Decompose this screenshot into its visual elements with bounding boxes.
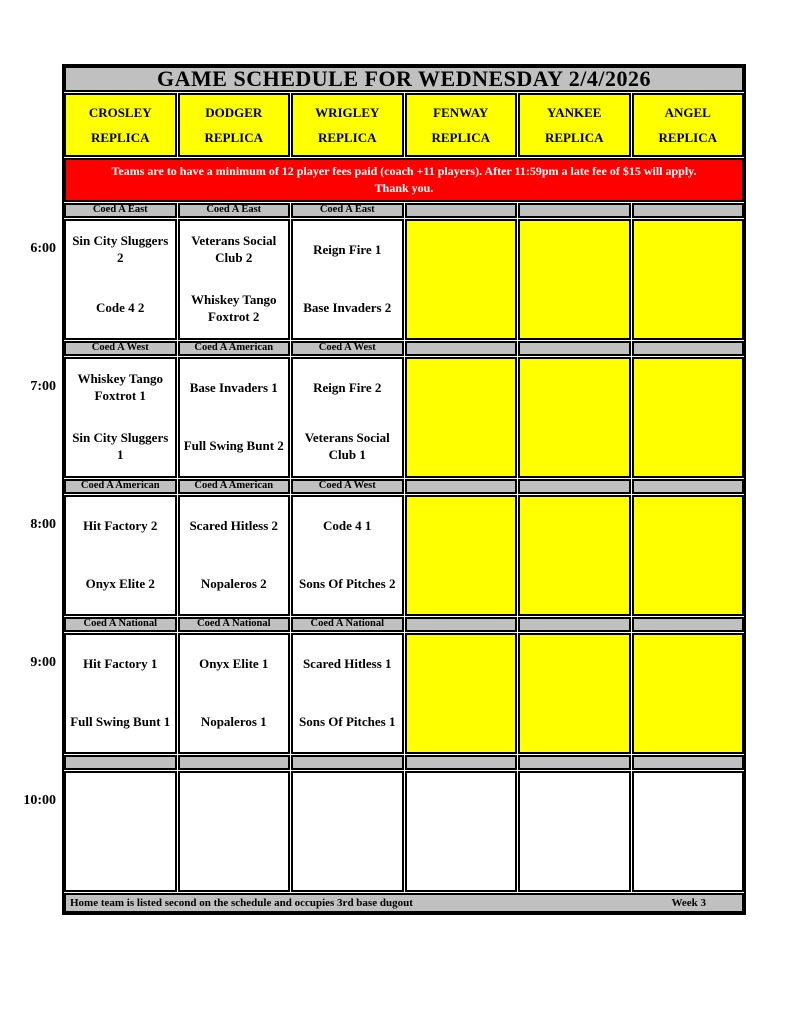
division-label: Coed A National <box>310 618 384 630</box>
game-cell <box>632 633 745 754</box>
game-cell <box>178 357 291 478</box>
division-cell <box>178 341 291 356</box>
division-cell <box>291 755 404 770</box>
notice-line1: Teams are to have a minimum of 12 player fees paid (coach +11 players). After 11:59pm a late fee of $15 will apply. <box>111 164 697 179</box>
games-row <box>64 495 744 616</box>
home-team <box>407 418 516 477</box>
home-team: Code 4 2 <box>96 300 145 316</box>
game-cell <box>518 357 631 478</box>
division-cell <box>405 479 518 494</box>
away-team <box>407 497 516 556</box>
division-cell <box>291 617 404 632</box>
division-cell <box>405 341 518 356</box>
game-cell <box>178 219 291 340</box>
away-team: Reign Fire 2 <box>313 379 382 395</box>
home-team: Sons Of Pitches 1 <box>299 714 396 730</box>
away-team <box>407 635 516 694</box>
game-cell <box>632 771 745 892</box>
away-team: Hit Factory 2 <box>83 517 158 533</box>
away-team: Onyx Elite 1 <box>199 655 269 671</box>
game-cell <box>64 495 177 616</box>
field-type: REPLICA <box>544 129 604 145</box>
notice-bar <box>64 158 744 202</box>
away-team <box>407 359 516 418</box>
field-name: YANKEE <box>547 105 602 121</box>
away-team: Code 4 1 <box>323 517 372 533</box>
division-cell <box>632 203 745 218</box>
game-cell <box>518 771 631 892</box>
division-label: Coed A American <box>194 480 274 492</box>
away-team <box>520 773 629 832</box>
notice-line2: Thank you. <box>374 181 434 195</box>
home-team <box>634 694 743 753</box>
away-team: Hit Factory 1 <box>83 655 158 671</box>
field-type: REPLICA <box>431 129 490 145</box>
time-label: 9:00 <box>30 655 56 670</box>
home-team: Onyx Elite 2 <box>85 576 155 592</box>
home-team <box>520 694 629 753</box>
field-name: WRIGLEY <box>315 105 380 121</box>
game-cell <box>518 219 631 340</box>
field-type: REPLICA <box>204 129 263 145</box>
division-cell <box>518 341 631 356</box>
home-team: Full Swing Bunt 2 <box>183 438 284 454</box>
title-bar <box>64 66 744 92</box>
away-team <box>634 497 743 556</box>
home-team <box>520 832 629 891</box>
field-type: REPLICA <box>317 129 377 145</box>
footer-bar <box>64 893 744 913</box>
away-team: Reign Fire 1 <box>313 241 382 257</box>
away-team <box>634 221 743 280</box>
field-name: DODGER <box>205 105 263 121</box>
game-cell <box>291 357 404 478</box>
home-team <box>407 556 516 615</box>
division-cell <box>291 479 404 494</box>
away-team <box>407 221 516 280</box>
away-team <box>66 773 175 832</box>
game-cell <box>64 357 177 478</box>
away-team: Sin City Sluggers 2 <box>72 233 169 266</box>
division-label: Coed A East <box>92 204 148 216</box>
home-team: Base Invaders 2 <box>303 300 392 316</box>
games-row <box>64 633 744 754</box>
field-header-cell <box>632 93 745 157</box>
away-team: Veterans Social Club 2 <box>191 233 277 266</box>
home-team: Veterans Social Club 1 <box>304 429 390 462</box>
game-cell <box>64 771 177 892</box>
division-cell <box>64 755 177 770</box>
time-label: 6:00 <box>30 241 56 256</box>
schedule-table <box>62 64 746 915</box>
page-title: GAME SCHEDULE FOR WEDNESDAY 2/4/2026 <box>157 66 651 91</box>
time-label: 8:00 <box>30 517 56 532</box>
division-row <box>64 755 744 770</box>
home-team <box>520 418 629 477</box>
away-team <box>293 773 402 832</box>
game-cell <box>291 495 404 616</box>
division-label: Coed A American <box>80 480 160 492</box>
away-team: Scared Hitless 2 <box>189 517 279 533</box>
home-team <box>180 832 289 891</box>
home-team: Full Swing Bunt 1 <box>70 714 171 730</box>
away-team <box>634 359 743 418</box>
division-row <box>64 203 744 218</box>
division-label: Coed A East <box>319 204 375 216</box>
field-type: REPLICA <box>90 129 150 145</box>
game-cell <box>405 771 518 892</box>
home-team <box>520 556 629 615</box>
division-cell <box>518 203 631 218</box>
games-row <box>64 357 744 478</box>
home-team: Nopaleros 1 <box>200 714 267 730</box>
game-cell <box>178 495 291 616</box>
home-team <box>407 280 516 339</box>
footer-note: Home team is listed second on the schedule and occupies 3rd base dugout <box>70 896 413 909</box>
game-cell <box>518 495 631 616</box>
home-team: Sin City Sluggers 1 <box>72 429 169 462</box>
division-cell <box>178 203 291 218</box>
division-label: Coed A West <box>318 342 376 354</box>
game-cell <box>291 633 404 754</box>
division-cell <box>178 755 291 770</box>
home-team: Sons Of Pitches 2 <box>299 576 396 592</box>
time-label: 7:00 <box>30 379 56 394</box>
division-cell <box>632 617 745 632</box>
division-cell <box>64 479 177 494</box>
field-header-cell <box>405 93 518 157</box>
division-cell <box>632 479 745 494</box>
home-team <box>293 832 402 891</box>
division-cell <box>291 203 404 218</box>
game-cell <box>178 633 291 754</box>
games-row <box>64 771 744 892</box>
game-cell <box>405 633 518 754</box>
game-cell <box>632 495 745 616</box>
division-label: Coed A National <box>196 618 271 630</box>
away-team: Scared Hitless 1 <box>302 655 392 671</box>
division-cell <box>64 617 177 632</box>
game-cell <box>64 219 177 340</box>
away-team <box>407 773 516 832</box>
game-cell <box>405 495 518 616</box>
week-label: Week 3 <box>671 896 706 909</box>
division-cell <box>518 755 631 770</box>
division-label: Coed A American <box>194 342 274 354</box>
game-cell <box>291 771 404 892</box>
field-header-cell <box>64 93 177 157</box>
division-row <box>64 617 744 632</box>
away-team <box>634 773 743 832</box>
division-cell <box>64 341 177 356</box>
field-type: REPLICA <box>658 129 717 145</box>
field-header-cell <box>178 93 291 157</box>
division-cell <box>518 479 631 494</box>
game-cell <box>178 771 291 892</box>
home-team <box>407 694 516 753</box>
home-team: Nopaleros 2 <box>200 576 267 592</box>
away-team: Whiskey Tango Foxtrot 1 <box>77 371 164 404</box>
division-cell <box>178 617 291 632</box>
home-team <box>407 832 516 891</box>
home-team <box>520 280 629 339</box>
home-team <box>66 832 175 891</box>
away-team <box>180 773 289 832</box>
field-name: CROSLEY <box>88 105 152 121</box>
game-cell <box>632 219 745 340</box>
game-cell <box>64 633 177 754</box>
division-cell <box>405 203 518 218</box>
field-header-cell <box>518 93 631 157</box>
game-cell <box>405 219 518 340</box>
division-cell <box>178 479 291 494</box>
division-label: Coed A West <box>91 342 149 354</box>
division-cell <box>64 203 177 218</box>
field-name: ANGEL <box>664 105 711 121</box>
division-row <box>64 479 744 494</box>
away-team <box>520 221 629 280</box>
division-label: Coed A West <box>318 480 376 492</box>
division-cell <box>632 755 745 770</box>
home-team <box>634 832 743 891</box>
away-team <box>634 635 743 694</box>
game-cell <box>405 357 518 478</box>
division-label: Coed A East <box>206 204 262 216</box>
games-row <box>64 219 744 340</box>
division-label: Coed A National <box>83 618 157 630</box>
game-cell <box>518 633 631 754</box>
division-cell <box>632 341 745 356</box>
away-team <box>520 359 629 418</box>
division-row <box>64 341 744 356</box>
away-team <box>520 497 629 556</box>
time-slot-blocks <box>64 203 744 892</box>
game-cell <box>291 219 404 340</box>
division-cell <box>518 617 631 632</box>
field-header-row <box>64 93 744 157</box>
home-team <box>634 280 743 339</box>
away-team <box>520 635 629 694</box>
division-cell <box>291 341 404 356</box>
away-team: Base Invaders 1 <box>189 379 278 395</box>
game-cell <box>632 357 745 478</box>
division-cell <box>405 755 518 770</box>
home-team: Whiskey Tango Foxtrot 2 <box>190 291 277 324</box>
division-cell <box>405 617 518 632</box>
home-team <box>634 418 743 477</box>
home-team <box>634 556 743 615</box>
time-label: 10:00 <box>23 793 56 808</box>
field-name: FENWAY <box>433 105 489 121</box>
field-header-cell <box>291 93 404 157</box>
